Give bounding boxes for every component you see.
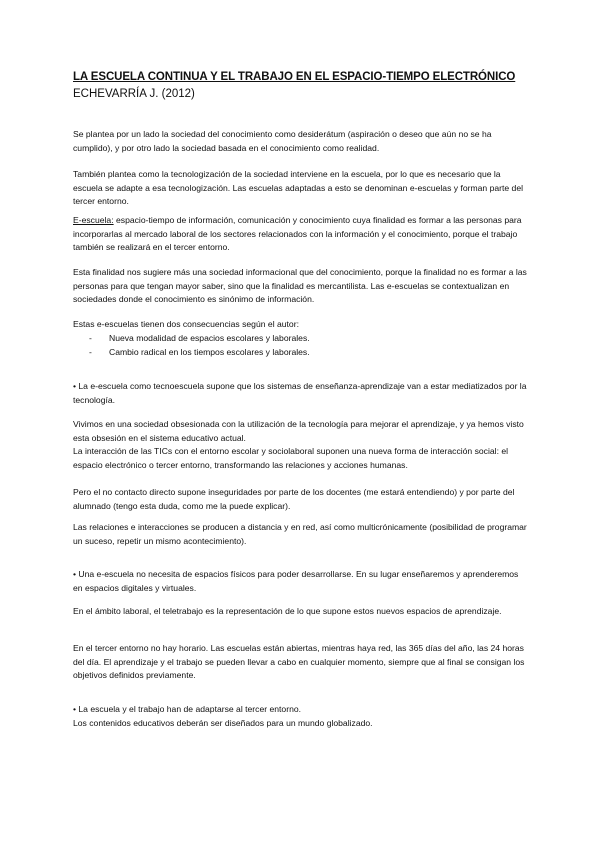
list-marker: -: [89, 333, 92, 343]
definition-text: espacio-tiempo de información, comunicación y conocimiento cuya finalidad es formar a las personas para incorporarlas al mercado laboral de los sectores relacionados con la información y el conocimiento, porque el trabajo también se realizará en el tercer entorno.: [73, 215, 522, 253]
consequence-item: Cambio radical en los tiempos escolares y laborales.: [109, 347, 310, 357]
list-marker: -: [89, 347, 92, 357]
term-e-escuela: E-escuela:: [73, 215, 114, 225]
paragraph-teletrabajo: En el ámbito laboral, el teletrabajo es la representación de lo que supone estos nuevos espacios de aprendizaje.: [73, 606, 502, 616]
paragraph-inseguridades: Pero el no contacto directo supone inseguridades por parte de los docentes (me estará entendiendo) y por parte del alumnado (tengo esta duda, como me la puede explicar).: [73, 487, 515, 511]
consequence-item: Nueva modalidad de espacios escolares y laborales.: [109, 333, 310, 343]
paragraph-horario: En el tercer entorno no hay horario. Las escuelas están abiertas, mientras haya red, las 365 días del año, las 24 horas del día. El aprendizaje y el trabajo se pueden llevar a cabo en cualquier momento, siempre que al final se consigan los objetivos definidos previamente.: [73, 643, 525, 681]
paragraph-relaciones: Las relaciones e interacciones se producen a distancia y en red, así como multicrónicamente (posibilidad de programar un suceso, repetir un mismo acontecimiento).: [73, 522, 527, 546]
paragraph-tecnologizacion: También plantea como la tecnologización de la sociedad interviene en la escuela, por lo que es necesario que la escuela se adapte a esa tecnologización. Las escuelas adaptadas a esto se denominan e-escuelas y forman parte del tercer entorno.: [73, 169, 524, 207]
author-citation: ECHEVARRÍA J. (2012): [73, 88, 195, 100]
document-title: LA ESCUELA CONTINUA Y EL TRABAJO EN EL ESPACIO-TIEMPO ELECTRÓNICO: [73, 71, 516, 83]
paragraph-tecnoescuela: • La e-escuela como tecnoescuela supone que los sistemas de enseñanza-aprendizaje van a estar mediatizados por la tecnología.: [73, 381, 527, 405]
paragraph-espacios-fisicos: • Una e-escuela no necesita de espacios físicos para poder desarrollarse. En su lugar enseñaremos y aprenderemos en espacios digitales y virtuales.: [73, 569, 519, 593]
paragraph-desideratum: Se plantea por un lado la sociedad del conocimiento como desiderátum (aspiración o deseo que aún no se ha cumplido), y por otro lado la sociedad basada en el conocimiento como realidad.: [73, 129, 492, 153]
paragraph-tics: La interacción de las TICs con el entorno escolar y sociolaboral suponen una nueva forma de interacción social: el espacio electrónico o tercer entorno, transformando las relaciones y acciones humanas.: [73, 446, 509, 470]
paragraph-obsesion: Vivimos en una sociedad obsesionada con la utilización de la tecnología para mejorar el aprendizaje, y ya hemos visto esta obsesión en el sistema educativo actual.: [73, 419, 524, 443]
paragraph-consecuencias-intro: Estas e-escuelas tienen dos consecuencias según el autor:: [73, 319, 299, 329]
paragraph-finalidad: Esta finalidad nos sugiere más una sociedad informacional que del conocimiento, porque la finalidad no es formar a las personas para que tengan mayor saber, sino que la finalidad es mercantilista. Las e-escuelas se contextualizan en sociedades donde el conocimiento es sinónimo de información.: [73, 267, 527, 305]
paragraph-e-escuela-definition: [73, 214, 527, 255]
paragraph-adaptarse: • La escuela y el trabajo han de adaptarse al tercer entorno.: [73, 704, 302, 714]
paragraph-contenidos: Los contenidos educativos deberán ser diseñados para un mundo globalizado.: [73, 718, 373, 728]
